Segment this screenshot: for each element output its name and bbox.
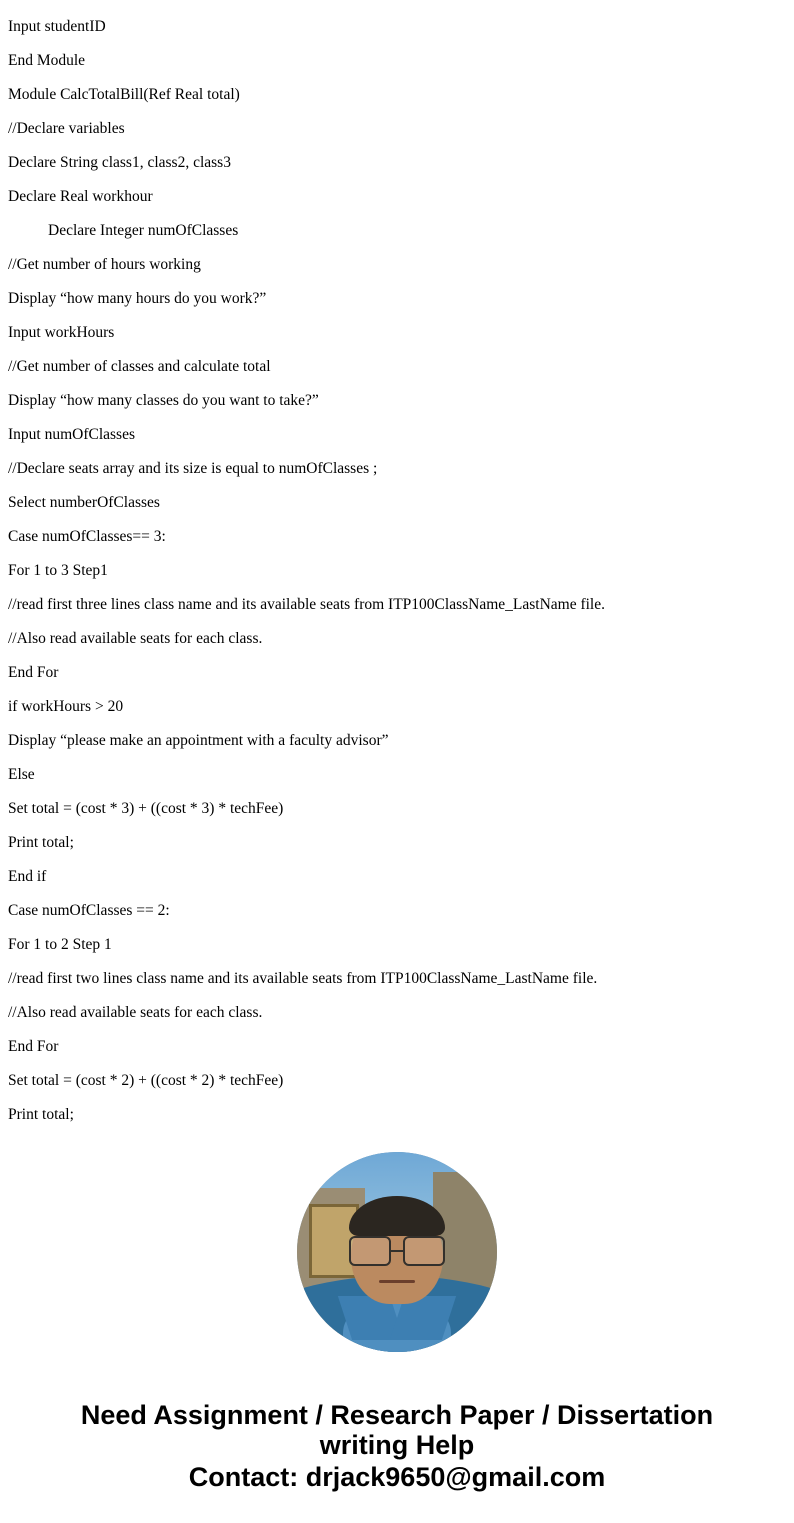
glasses-bridge [391, 1250, 404, 1252]
code-line: //read first two lines class name and its available seats from ITP100ClassName_LastName file. [8, 970, 598, 987]
code-line: Set total = (cost * 2) + ((cost * 2) * techFee) [8, 1072, 284, 1089]
code-line: //Also read available seats for each class. [8, 630, 263, 647]
code-line: End For [8, 664, 59, 681]
code-line: Else [8, 766, 35, 783]
promo-banner [8, 1400, 786, 1492]
glasses-icon [349, 1238, 445, 1264]
code-line: End if [8, 868, 47, 885]
avatar [297, 1152, 497, 1352]
code-line: Case numOfClasses == 2: [8, 902, 170, 919]
lens-left [349, 1236, 391, 1266]
code-line: Display “how many hours do you work?” [8, 290, 267, 307]
promo-line-2: writing Help [319, 1430, 475, 1460]
code-line: Module CalcTotalBill(Ref Real total) [8, 86, 240, 103]
code-line: Declare Real workhour [8, 188, 153, 205]
code-line: Print total; [8, 834, 74, 851]
code-line: Select numberOfClasses [8, 494, 160, 511]
code-line: Input numOfClasses [8, 426, 136, 443]
code-line: For 1 to 3 Step1 [8, 562, 108, 579]
code-line: //Declare variables [8, 120, 125, 137]
code-line: Declare String class1, class2, class3 [8, 154, 231, 171]
code-line: Input studentID [8, 18, 106, 35]
code-line: Print total; [8, 1106, 74, 1123]
code-line: Declare Integer numOfClasses [48, 222, 239, 239]
promo-line-1: Need Assignment / Research Paper / Dissertation [80, 1400, 714, 1430]
lens-right [403, 1236, 445, 1266]
pseudocode-block [8, 10, 786, 1132]
code-line: End Module [8, 52, 86, 69]
code-line: //Get number of hours working [8, 256, 201, 273]
code-line: if workHours > 20 [8, 698, 124, 715]
code-line: End For [8, 1038, 59, 1055]
code-line: Display “please make an appointment with a faculty advisor” [8, 732, 389, 749]
code-line: For 1 to 2 Step 1 [8, 936, 112, 953]
code-line: //Declare seats array and its size is equal to numOfClasses ; [8, 460, 378, 477]
code-line: Set total = (cost * 3) + ((cost * 3) * techFee) [8, 800, 284, 817]
code-line: //read first three lines class name and its available seats from ITP100ClassName_LastName file. [8, 596, 605, 613]
mouth [379, 1280, 415, 1283]
code-line: //Also read available seats for each class. [8, 1004, 263, 1021]
code-line: Display “how many classes do you want to take?” [8, 392, 319, 409]
code-line: //Get number of classes and calculate total [8, 358, 271, 375]
code-line: Input workHours [8, 324, 115, 341]
promo-contact: Contact: drjack9650@gmail.com [188, 1462, 606, 1492]
portrait-figure [8, 1152, 786, 1352]
code-line: Case numOfClasses== 3: [8, 528, 166, 545]
